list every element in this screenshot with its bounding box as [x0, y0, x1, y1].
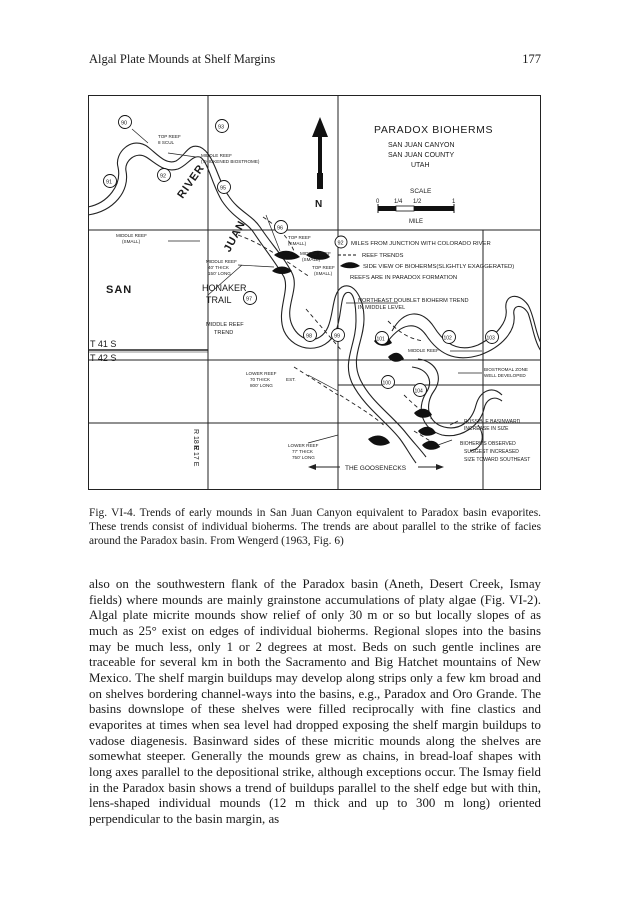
mile-marker: [119, 116, 132, 129]
scale-tick: 1: [452, 199, 456, 205]
figure-caption: Fig. VI-4. Trends of early mounds in San Juan Canyon equivalent to Paradox basin evaporites. These trends consist of individual bioherms. The trends are about parallel to the strike of facies around the Paradox basin. From Wengerd (1963, Fig. 6): [89, 507, 541, 548]
annotation: NORTHEAST DOUBLET BIOHERM TREND: [358, 298, 469, 304]
running-title: Algal Plate Mounds at Shelf Margins: [89, 52, 276, 66]
annotation: 750' LONG: [292, 455, 315, 460]
annotation: IN MIDDLE LEVEL: [358, 305, 406, 311]
mile-marker: [244, 292, 257, 305]
annotation: POSSIBLE BASINWARD: [464, 419, 521, 425]
legend-side-view: SIDE VIEW OF BIOHERMS(SLIGHTLY EXAGGERATED): [363, 264, 515, 270]
scale-tick: 0: [376, 199, 380, 205]
annotation: EST.: [286, 377, 296, 382]
svg-text:96: 96: [277, 225, 284, 232]
mile-marker: [304, 329, 317, 342]
scale-tick: 1/4: [394, 199, 403, 205]
mile-marker: [275, 221, 288, 234]
svg-text:90: 90: [121, 120, 128, 127]
legend-side-view-symbol: [340, 262, 360, 268]
annotation: LOWER REEF: [246, 371, 277, 376]
annotation: TOP REEF: [158, 134, 181, 139]
svg-text:98: 98: [306, 333, 313, 340]
bioherm-lens: [414, 409, 432, 418]
river-label: JUAN: [221, 218, 249, 255]
annotation: 8 SCUL: [158, 140, 175, 145]
map-subtitle-line: SAN JUAN CANYON: [388, 142, 455, 149]
mile-marker: [104, 175, 117, 188]
annotation: MIDDLE REEF: [408, 348, 439, 353]
mile-marker: [332, 329, 345, 342]
mile-marker: [443, 331, 456, 344]
annotation: 800' LONG: [250, 383, 273, 388]
legend-reef-trends: REEF TRENDS: [362, 253, 404, 259]
map-title: PARADOX BIOHERMS: [374, 124, 494, 136]
legend-miles: MILES FROM JUNCTION WITH COLORADO RIVER: [351, 241, 491, 247]
annotation-trail: TRAIL: [206, 295, 232, 305]
reef-trend-line: [294, 367, 338, 395]
township-label: T 42 S: [90, 353, 117, 363]
river-label: SAN: [106, 284, 133, 296]
leader-lines: [132, 129, 482, 445]
svg-text:102: 102: [443, 335, 452, 342]
map-annotations: [90, 134, 530, 472]
annotation: MIDDLE REEF: [116, 233, 147, 238]
bioherm-lens: [418, 427, 436, 436]
annotation: BIOSTROMAL ZONE: [484, 367, 528, 372]
scale-label: SCALE: [410, 188, 432, 195]
annotation: INCREASE IN SIZE: [464, 426, 509, 432]
north-arrow: [312, 117, 328, 210]
annotation: SIZE TOWARD SOUTHEAST: [464, 457, 531, 463]
legend-miles-symbol: [335, 236, 347, 248]
svg-text:95: 95: [220, 185, 227, 192]
scale-bar: [378, 204, 454, 213]
page-number: 177: [522, 52, 541, 66]
annotation: LOWER REEF: [288, 443, 319, 448]
annotation: 40' THICK: [208, 265, 229, 270]
annotation: 70 THICK: [250, 377, 271, 382]
map-subtitle-line: UTAH: [411, 162, 430, 169]
annotation: TOP REEF: [288, 235, 311, 240]
annotation: MIDDLE REEF: [201, 153, 232, 158]
range-label: R 18 E: [192, 429, 199, 451]
annotation: (THICKENED BIOSTROME): [201, 159, 260, 164]
annotation-goosenecks: THE GOOSENECKS: [345, 465, 407, 472]
annotation: TOP REEF: [312, 265, 335, 270]
svg-text:91: 91: [106, 179, 113, 186]
annotation: (SMALL): [314, 271, 333, 276]
reef-trend-line: [388, 321, 424, 341]
mile-marker: [382, 376, 395, 389]
map-legend: [335, 124, 514, 281]
running-header: [89, 52, 541, 68]
annotation: 150' LONG: [208, 271, 231, 276]
river-channel: [88, 143, 541, 463]
annotation: TREND: [214, 330, 234, 336]
body-paragraph: also on the southwestern flank of the Paradox basin (Aneth, Desert Creek, Ismay fields) where mounds are mainly grainstone accumulations of platy algae (Fig. VI-2). Algal plate micrite mounds show relief of only 30 m or so but locally slopes of as much as 25° exist on edges of individual bioherms. Regional slopes into the basins may be much less, only 1 or 2 degrees at most. Beds on such gentle inclines are traceable for several km in both the Sacramento and Big Hatchet mountains of New Mexico. The shelf margin buildups may develop along strips only a few km broad and on shelves bordering channel-ways into the basins, e.g., Paradox and Oro Grande. The basins downslope of these shelves were filled reciprocally with fine clastics and evaporites at times when sea level had dropped exposing the shelf margin buildups to vadose diagenesis. Basinward sides of these micritic mounds along the shelves are somewhat steeper. Generally the mounds grew as chains, in bread-loaf shapes with long axes parallel to the depositional strike, although exceptions occur. The Ismay field in the Paradox basin shows a trend of buildups parallel to the shelf edge but with thin, lens-shaped individual mounds (12 m thick and up to 300 m long) oriented perpendicular to the basin margin, as: [89, 577, 541, 826]
legend-miles-number: 92: [337, 240, 344, 247]
bioherm-lens: [368, 436, 390, 446]
township-label: T 41 S: [90, 339, 117, 349]
svg-text:93: 93: [218, 124, 225, 131]
svg-text:100: 100: [382, 380, 391, 387]
annotation-honaker: HONAKER: [202, 283, 247, 293]
map-svg: [88, 95, 541, 490]
scale-tick: 1/2: [413, 199, 422, 205]
svg-text:103: 103: [486, 335, 495, 342]
scale-unit: MILE: [409, 219, 424, 225]
annotation: MIDDLE REEF: [206, 322, 244, 328]
annotation: (SMALL): [288, 241, 307, 246]
mile-marker: [414, 384, 427, 397]
annotation: WELL DEVELOPED: [484, 373, 526, 378]
bioherm-lens: [422, 441, 440, 450]
svg-text:97: 97: [246, 296, 253, 303]
annotation: (SMALL): [122, 239, 141, 244]
annotation: 77' THICK: [292, 449, 313, 454]
river-label: RIVER: [175, 162, 208, 201]
svg-text:92: 92: [160, 173, 167, 180]
range-label: R 17 E: [192, 445, 199, 467]
map-subtitle-line: SAN JUAN COUNTY: [388, 152, 455, 159]
figure-map: [88, 95, 541, 490]
annotation: MIDDLE REEF: [206, 259, 237, 264]
north-label: N: [315, 199, 323, 210]
svg-text:104: 104: [414, 388, 423, 395]
svg-text:101: 101: [376, 336, 385, 343]
annotation: (SMALL): [302, 257, 321, 262]
svg-text:99: 99: [334, 333, 341, 340]
mile-marker: [218, 181, 231, 194]
mile-marker: [486, 331, 499, 344]
annotation: MIDDLE REEF: [300, 251, 331, 256]
mile-marker: [158, 169, 171, 182]
annotation: SUGGEST INCREASED: [464, 449, 519, 455]
mile-marker: [376, 332, 389, 345]
legend-formation: REEFS ARE IN PARADOX FORMATION: [350, 275, 458, 281]
mile-marker: [216, 120, 229, 133]
annotation: BIOHERMS OBSERVED: [460, 441, 516, 447]
